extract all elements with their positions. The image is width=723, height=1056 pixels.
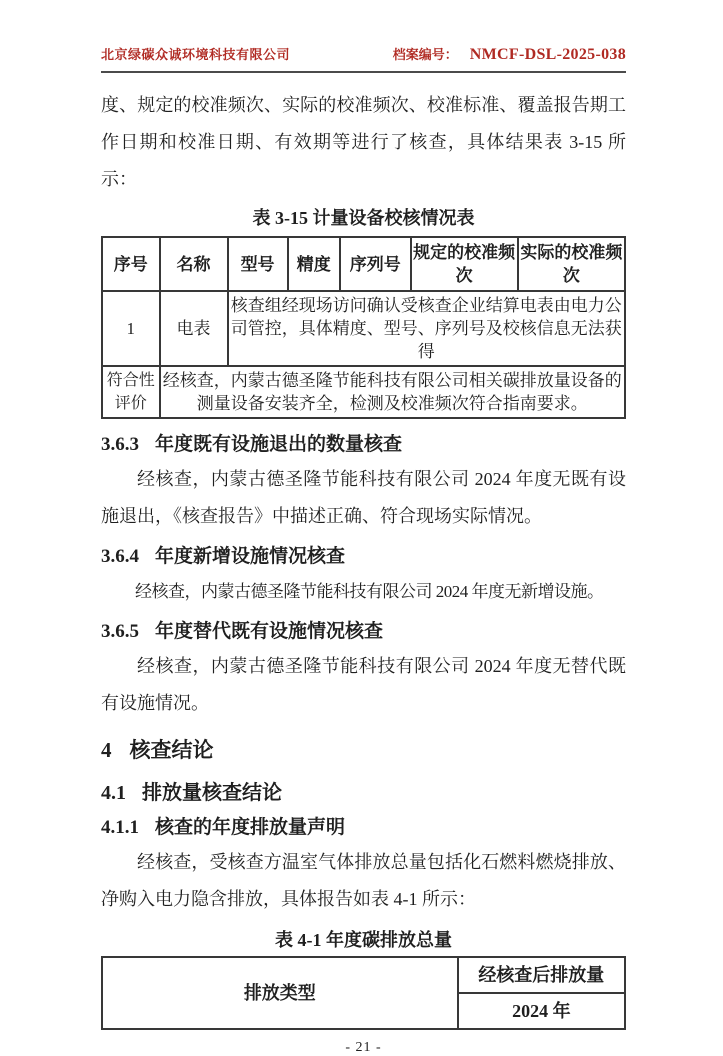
section-title: 年度替代既有设施情况核查 <box>155 621 384 642</box>
chapter-number: 4 <box>101 738 112 762</box>
column-header-model: 型号 <box>228 237 288 291</box>
table-4-1-row-top <box>102 957 625 993</box>
column-header-required-freq: 规定的校准频次 <box>411 237 518 291</box>
page-header <box>101 44 626 73</box>
table-3-15 <box>101 236 626 419</box>
section-heading-3-6-4 <box>101 543 626 571</box>
company-name: 北京绿碳众诚环境科技有限公司 <box>101 47 291 62</box>
section-body-3-6-4: 经核查，内蒙古德圣隆节能科技有限公司 2024 年度无新增设施。 <box>135 582 604 601</box>
table-row-conformity <box>102 366 625 418</box>
section-number: 3.6.3 <box>101 434 139 455</box>
archive-number: NMCF-DSL-2025-038 <box>469 46 626 63</box>
cell-emission-type-header: 排放类型 <box>102 957 458 1029</box>
paragraph-calibration-continuation: 度、规定的校准频次、实际的校准频次、校准标准、覆盖报告期工作日期和校准日期、有效期等进行了核查，具体结果表 3-15 所示： <box>101 95 626 189</box>
cell-device-no: 1 <box>102 291 160 366</box>
column-header-no: 序号 <box>102 237 160 291</box>
section-title: 年度新增设施情况核查 <box>155 546 346 567</box>
table-4-1-caption: 表 4-1 年度碳排放总量 <box>275 930 452 950</box>
section-title: 年度既有设施退出的数量核查 <box>155 434 403 455</box>
table-3-15-header-row <box>102 237 625 291</box>
section-body-3-6-5: 经核查，内蒙古德圣隆节能科技有限公司 2024 年度无替代既有设施情况。 <box>101 656 626 713</box>
section-heading-4-1-1 <box>101 814 626 842</box>
archive-label: 档案编号： <box>392 47 458 62</box>
table-row-device <box>102 291 625 366</box>
column-header-precision: 精度 <box>288 237 340 291</box>
table-3-15-caption: 表 3-15 计量设备校核情况表 <box>252 208 475 228</box>
section-number: 3.6.5 <box>101 621 139 642</box>
column-header-name: 名称 <box>160 237 228 291</box>
table-4-1 <box>101 956 626 1030</box>
section-body-3-6-3: 经核查，内蒙古德圣隆节能科技有限公司 2024 年度无既有设施退出，《核查报告》中描述正确、符合现场实际情况。 <box>101 469 626 526</box>
column-header-actual-freq: 实际的校准频次 <box>518 237 625 291</box>
cell-conformity-label: 符合性评价 <box>102 366 160 418</box>
section-number: 4.1.1 <box>101 817 139 838</box>
page-number: - 21 - <box>345 1040 382 1055</box>
section-title: 核查的年度排放量声明 <box>155 817 346 838</box>
column-header-serial: 序列号 <box>340 237 411 291</box>
chapter-heading-4 <box>101 734 626 766</box>
cell-conformity-note: 经核查，内蒙古德圣隆节能科技有限公司相关碳排放量设备的测量设备安装齐全，检测及校准频次符合指南要求。 <box>160 366 625 418</box>
cell-device-note: 核查组经现场访问确认受核查企业结算电表由电力公司管控，具体精度、型号、序列号及校核信息无法获得 <box>228 291 626 366</box>
chapter-title: 核查结论 <box>129 738 214 762</box>
archive-number-block <box>393 44 626 64</box>
section-title: 排放量核查结论 <box>142 782 282 804</box>
section-number: 4.1 <box>101 782 126 804</box>
section-body-4-1-1: 经核查，受核查方温室气体排放总量包括化石燃料燃烧排放、净购入电力隐含排放，具体报告如表 4-1 所示： <box>101 852 626 909</box>
cell-verified-emission-header: 经核查后排放量 <box>458 957 625 993</box>
section-heading-3-6-3 <box>101 431 626 459</box>
section-number: 3.6.4 <box>101 546 139 567</box>
section-heading-3-6-5 <box>101 618 626 646</box>
cell-year: 2024 年 <box>458 993 625 1029</box>
cell-device-name: 电表 <box>160 291 228 366</box>
section-heading-4-1 <box>101 778 626 808</box>
